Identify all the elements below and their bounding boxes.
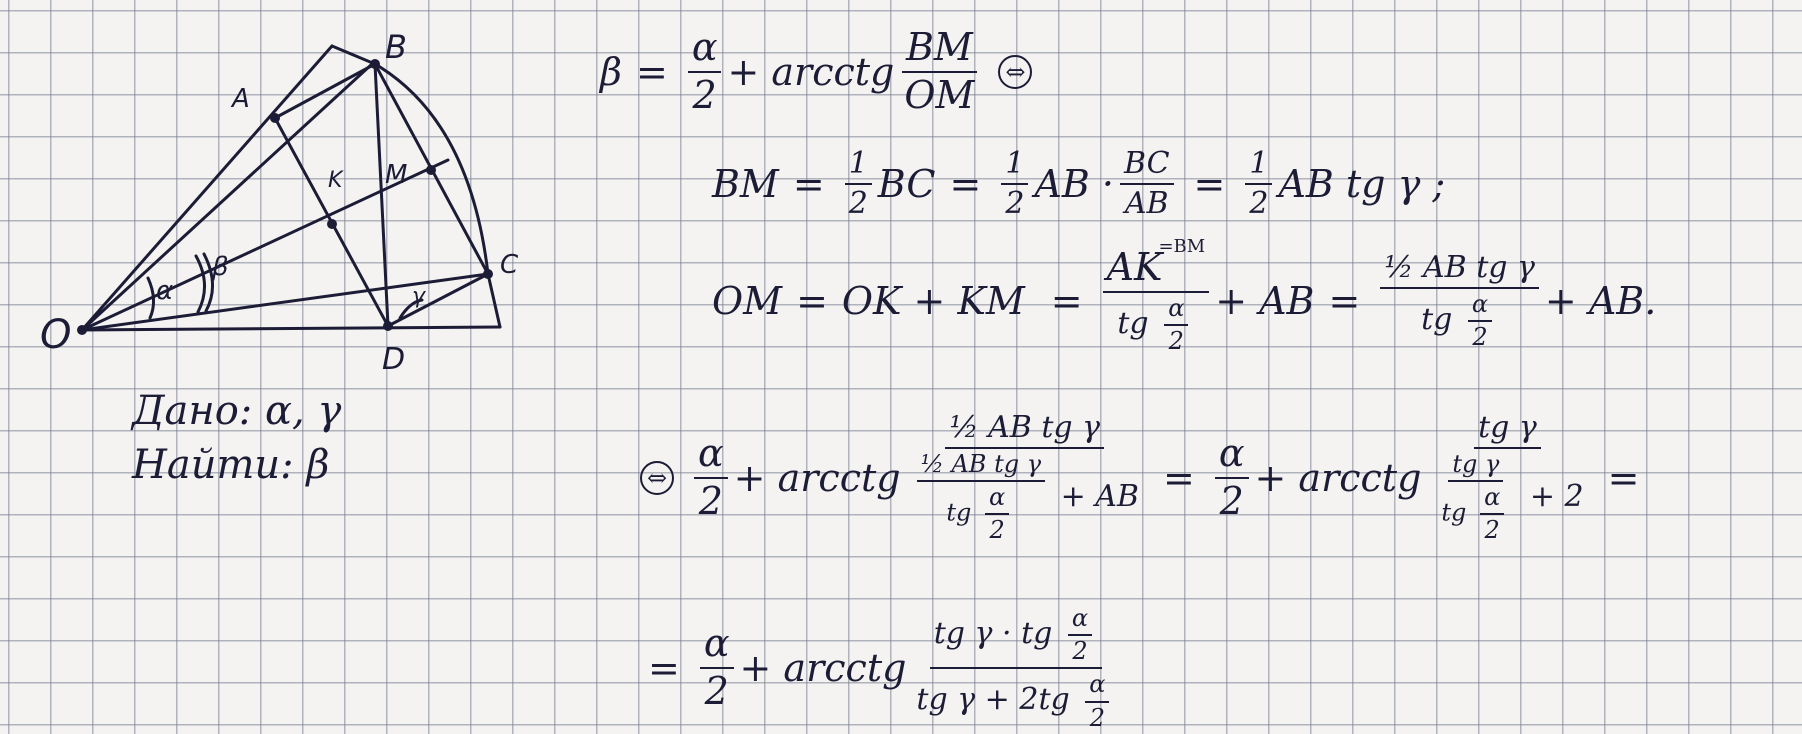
equation-1 [600,25,1032,117]
label-K: K [328,168,343,193]
simplified-fraction: tg γ tg γ tg $\frac{\alpha}{2}$ + 2 [1427,412,1587,543]
OM-term: OM [712,279,783,324]
point-M [426,165,436,175]
AK-equals-BM-note: =BM [1158,236,1206,257]
equivalence-symbol: ⇔ [640,461,674,495]
segment-top-B [332,46,375,64]
point-A [270,113,280,123]
angle-beta-arc-1 [196,256,205,312]
arcctg-term: + arcctg [727,49,895,94]
alpha-half-fraction: $\frac{\alpha}{2}$ [700,624,734,712]
equals: = [648,646,680,691]
half-fraction: $\frac{1}{2}$ [845,148,872,219]
point-C [483,269,493,279]
equals: = [1193,161,1226,206]
point-D [383,321,393,331]
plus-AB: + AB [1215,279,1315,324]
arcctg-term: + arcctg [733,455,901,500]
segment-AB [275,64,375,118]
segment-O-top [82,46,332,330]
equals: = [1162,455,1195,500]
label-gamma: γ [412,284,426,309]
given-line: Дано: α, γ [132,388,342,434]
segment-OD [82,327,500,330]
label-B: B [385,28,407,66]
equation-3 [712,236,1657,356]
equals: = [1328,279,1361,324]
equals: = [792,161,825,206]
substituted-fraction: ½ AB tg γ tg $\frac{\alpha}{2}$ [1380,252,1539,350]
BM-OM-fraction: $\frac{BM}{OM}$ [900,28,978,116]
alpha-half-fraction: $\frac{\alpha}{2}$ [694,434,728,522]
arcctg-term: + arcctg [739,646,907,691]
equals: = [635,49,668,94]
beta-symbol: β [600,49,622,94]
AK-over-tg-fraction: $AK^{=BM}$ tg $\frac{\alpha}{2}$ [1103,248,1210,354]
BC-term: BC [877,161,936,206]
tgg-over-tg-fraction: tg γ tg $\frac{\alpha}{2}$ [1437,452,1514,544]
label-beta: β [212,252,229,282]
label-M: M [385,160,408,190]
AB-tg-gamma: AB tg γ ; [1278,161,1446,206]
half-fraction: $\frac{1}{2}$ [1245,148,1272,219]
equation-4 [640,412,1639,543]
label-A: A [232,84,250,114]
half-fraction: $\frac{1}{2}$ [1001,148,1028,219]
label-alpha: α [156,276,174,306]
inner-fraction: ½ AB tg γ tg $\frac{\alpha}{2}$ [917,452,1045,544]
segment-BD [375,64,388,326]
segment-OB [82,64,372,330]
point-K [327,219,337,229]
label-C: C [500,250,519,280]
AB-dot: AB · [1034,161,1114,206]
BC-AB-fraction: $\frac{BC}{AB}$ [1120,148,1174,219]
equivalence-symbol: ⇔ [998,55,1032,89]
plus-AB-end: + AB. [1544,279,1657,324]
equals: = [949,161,982,206]
arcctg-term: + arcctg [1254,455,1422,500]
equals: = [796,279,828,324]
final-fraction: tg γ · tg $\frac{\alpha}{2}$ tg γ + 2tg $\frac{\alpha}{2}$ [912,606,1119,731]
alpha-half-fraction: $\frac{\alpha}{2}$ [688,28,722,116]
equals-end: = [1607,455,1640,500]
label-O: O [40,312,72,358]
point-O [77,325,87,335]
OK-KM-sum: OK + KM [841,279,1025,324]
BM-term: BM [712,161,779,206]
find-line: Найти: β [132,442,330,488]
equals: = [1050,279,1083,324]
equation-2 [712,148,1445,219]
alpha-half-fraction: $\frac{\alpha}{2}$ [1215,434,1249,522]
complex-fraction: ½ AB tg γ ½ AB tg γ tg $\frac{\alpha}{2}$ + AB [907,412,1143,543]
equation-5 [648,606,1125,731]
label-D: D [382,342,406,377]
point-B [370,59,380,69]
